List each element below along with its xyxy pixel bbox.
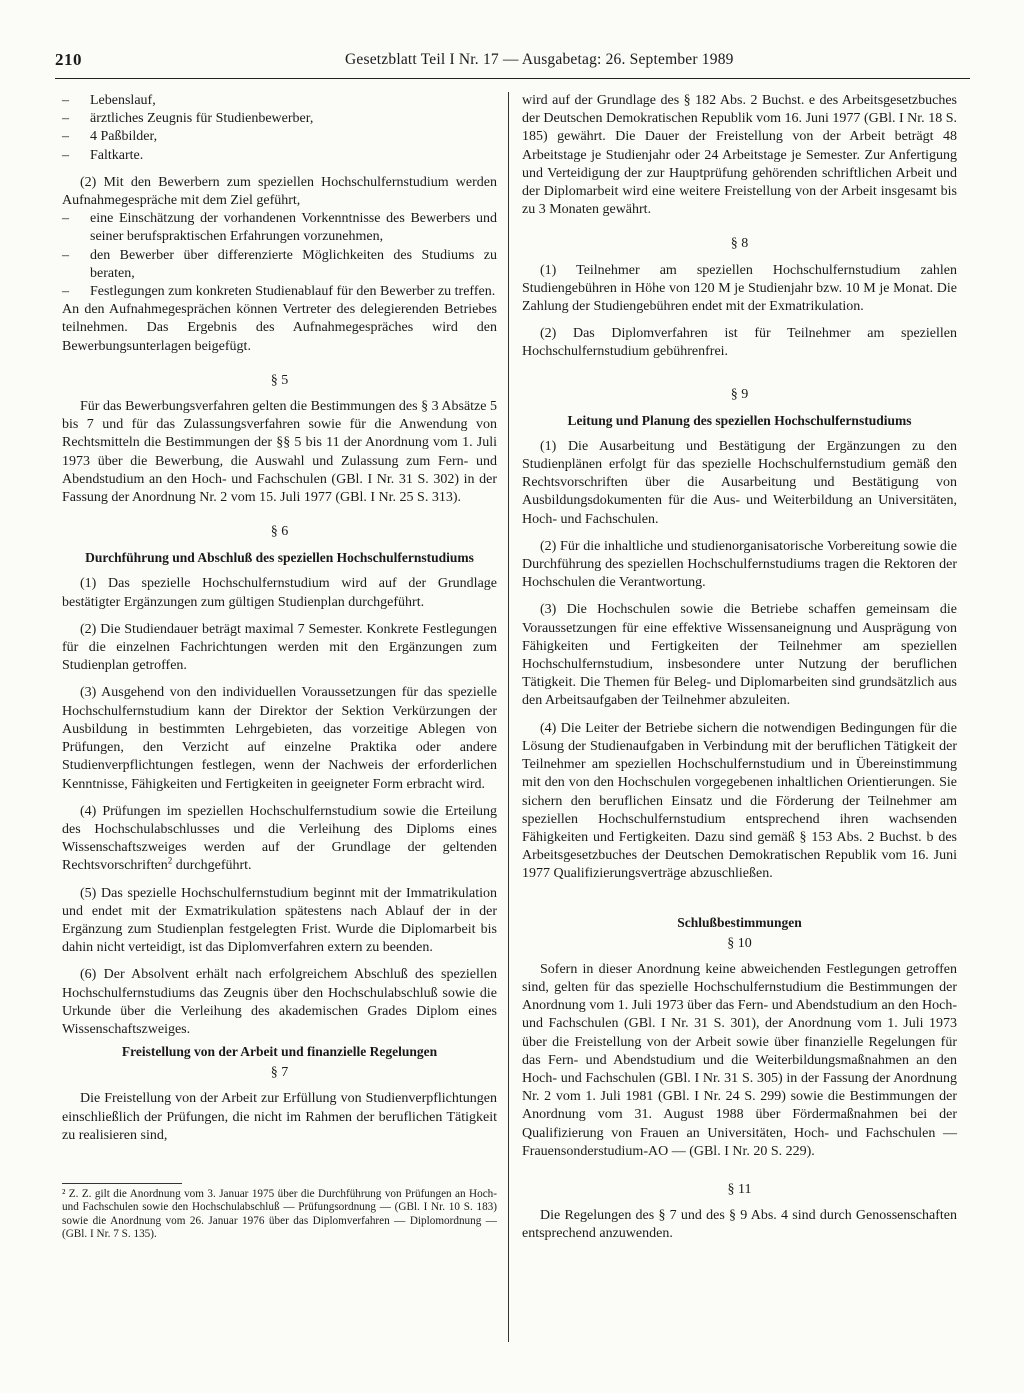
- section-6-paragraph-6: (6) Der Absolvent erhält nach erfolgreichem Abschluß des speziellen Hochschulfernstudiums das Zeugnis über den Hochschulabschluß sowie die Urkunde über die Verleihung des akademischen Grades Diplom eines Wissenschaftszweiges.: [62, 967, 497, 1037]
- section-number-6: § 6: [270, 524, 289, 540]
- header-rule: [55, 78, 970, 79]
- footnote-marker: 2: [167, 855, 173, 866]
- section-number-8: § 8: [730, 236, 749, 252]
- section-5-text: Für das Bewerbungsverfahren gelten die Bestimmungen des § 3 Absätze 5 bis 7 und für das Zulassungsverfahren sowie für die Anwendung von Rechtsmitteln die Bestimmungen der §§ 5 bis 11 der Anordnung vom 1. Juli 1973 über die Bewerbung, die Auswahl und Zulassung zum Fern- und Abendstudium an den Hoch- und Fachschulen (GBl. I Nr. 31 S. 302) in der Fassung der Anordnung Nr. 2 vom 15. Juli 1977 (GBl. I Nr. 25 S. 313).: [62, 399, 497, 506]
- section-8-paragraph-2: (2) Das Diplomverfahren ist für Teilnehmer am speziellen Hochschulfernstudium gebührenfrei.: [522, 326, 957, 360]
- page-header: [55, 50, 975, 74]
- heading-schlussbestimmungen: Schlußbestimmungen: [677, 914, 802, 930]
- list-item: – den Bewerber über differenzierte Möglichkeiten des Studiums zu beraten,: [62, 247, 497, 283]
- section-6-paragraph-2: (2) Die Studiendauer beträgt maximal 7 Semester. Konkrete Festlegungen für die einzelnen Fachrichtungen werden mit den Ergänzungen zum Studienplan getroffen.: [62, 621, 497, 674]
- section-11-text: Die Regelungen des § 7 und des § 9 Abs. 4 sind durch Genossenschaften entsprechend anzuwenden.: [522, 1208, 957, 1242]
- section-9-paragraph-2: (2) Für die inhaltliche und studienorganisatorische Vorbereitung sowie die Durchführung des speziellen Hochschulfernstudiums tragen die Rektoren der Hochschulen die Verantwortung.: [522, 538, 957, 591]
- section-number-9: § 9: [730, 386, 749, 402]
- left-column: [62, 92, 497, 1242]
- section-9-paragraph-1: (1) Die Ausarbeitung und Bestätigung der Ergänzungen zu den Studienplänen erfolgt für das spezielle Hochschulfernstudium gemäß den Rechtsvorschriften über die Ausarbeitung und Bestätigung von Ausbildungsdokumenten für die Aus- und Weiterbildung an Universitäten, Hoch- und Fachschulen.: [522, 438, 957, 527]
- section-number-11: § 11: [727, 1181, 752, 1197]
- section-8-paragraph-1: (1) Teilnehmer am speziellen Hochschulfernstudium zahlen Studiengebühren in Höhe von 120 M je Studienjahr bzw. 10 M je Monat. Die Zahlung der Studiengebühren endet mit der Exmatrikulation.: [522, 262, 957, 315]
- section-7-text-continued: wird auf der Grundlage des § 182 Abs. 2 Buchst. e des Arbeitsgesetzbuches der Deutschen Demokratischen Republik vom 16. Juni 1977 (GBl. I Nr. 18 S. 185) gewährt. Die Dauer der Freistellung von der Arbeit beträgt 48 Arbeitstage je Studienjahr oder 24 Arbeitstage je Semester. Zur Anfertigung und Verteidigung der zur Hauptprüfung gehörenden schriftlichen Arbeit und der Diplomarbeit wird eine weitere Freistellung von der Arbeit insgesamt bis zu 3 Monaten gewährt.: [522, 93, 957, 218]
- section-9-paragraph-3: (3) Die Hochschulen sowie die Betriebe schaffen gemeinsam die Voraussetzungen für eine effektive Wissensaneignung und Ausprägung von Fähigkeiten und Fertigkeiten der Teilnehmer am speziellen Hochschulfernstudium, insbesondere unter Nutzung der beruflichen Tätigkeit. Die Themen für Beleg- und Diplomarbeiten sind grundsätzlich aus den Arbeitsaufgaben der Teilnehmer abzuleiten.: [522, 602, 957, 709]
- list-item: – Lebenslauf,: [62, 92, 497, 110]
- section-9-paragraph-4: (4) Die Leiter der Betriebe sichern die notwendigen Bedingungen für die Lösung der Studienaufgaben in Verbindung mit der beruflichen Tätigkeit der Teilnehmer am speziellen Hochschulfernstudium und in Übereinstimmung mit den von den Hochschulen vorgegebenen inhaltlichen Orientierungen. Sie sichern den beruflichen Einsatz und die Förderung der Teilnehmer am speziellen Hochschulfernstudium entsprechend ihren wachsenden Fähigkeiten und Fertigkeiten. Dazu sind gemäß § 153 Abs. 2 Buchst. b des Arbeitsgesetzbuches der Deutschen Demokratischen Republik vom 16. Juni 1977 Qualifizierungsverträge abzuschließen.: [522, 720, 957, 882]
- heading-freistellung: Freistellung von der Arbeit und finanzielle Regelungen: [121, 1044, 438, 1060]
- section-number-10: § 10: [727, 935, 752, 951]
- paragraph-aufnahmegespraeche: (2) Mit den Bewerbern zum speziellen Hochschulfernstudium werden Aufnahmegespräche mit dem Ziel geführt,: [62, 174, 497, 209]
- section-number-5: § 5: [270, 372, 289, 388]
- footnote: ² Z. Z. gilt die Anordnung vom 3. Januar 1975 über die Durchführung von Prüfungen an Hoch- und Fachschulen sowie den Hochschulabschluß — Prüfungsordnung — (GBl. I Nr. 10 S. 183) sowie die Anordnung vom 26. Januar 1976 über das Diplomverfahren — Diplomordnung — (GBl. I Nr. 7 S. 135).: [62, 1187, 497, 1241]
- section-6-heading: Durchführung und Abschluß des speziellen Hochschulfernstudiums: [85, 550, 474, 566]
- section-9-heading: Leitung und Planung des speziellen Hochschulfernstudiums: [567, 412, 912, 428]
- section-6-paragraph-5: (5) Das spezielle Hochschulfernstudium beginnt mit der Immatrikulation und endet mit der Exmatrikulation spätestens nach Ablauf der in der Ergänzung zum Studienplan festgelegten Frist. Wurde die Diplomarbeit bis dahin nicht verteidigt, ist das Diplomverfahren extern zu beenden.: [62, 885, 497, 956]
- section-10-text: Sofern in dieser Anordnung keine abweichenden Festlegungen getroffen sind, gelten für das spezielle Hochschulfernstudium die Bestimmungen der Anordnung vom 1. Juli 1973 über das Fern- und Abendstudium an den Hoch- und Fachschulen (GBl. I Nr. 31 S. 301), der Anordnung vom 1. Juli 1973 über die Freistellung von der Arbeit sowie über finanzielle Regelungen für das Fern- und Abendstudium und die Weiterbildungsmaßnahmen an den Hoch- und Fachschulen (GBl. I Nr. 31 S. 305) in der Fassung der Anordnung Nr. 2 vom 1. Juli 1981 (GBl. I Nr. 24 S. 299) sowie die Bestimmungen der Anordnung vom 31. August 1988 über Fördermaßnahmen bei der Qualifizierung von Frauen an Universitäten, Hoch- und Fachschulen — Frauensonderstudium-AO — (GBl. I Nr. 20 S. 229).: [522, 961, 957, 1159]
- column-divider: [508, 92, 509, 1342]
- list-item: – eine Einschätzung der vorhandenen Vorkenntnisse des Bewerbers und seiner berufspraktischen Erfahrungen vorzunehmen,: [62, 210, 497, 246]
- footnote-rule: [62, 1183, 182, 1184]
- page-number: 210: [55, 50, 82, 69]
- list-item: – Festlegungen zum konkreten Studienablauf für den Bewerber zu treffen.: [62, 283, 497, 301]
- list-item: – Faltkarte.: [62, 147, 497, 165]
- section-number-7: § 7: [270, 1065, 289, 1081]
- running-title: Gesetzblatt Teil I Nr. 17 — Ausgabetag: 26. September 1989: [345, 51, 734, 68]
- section-6-paragraph-1: (1) Das spezielle Hochschulfernstudium wird auf der Grundlage bestätigter Ergänzungen zum gültigen Studienplan durchgeführt.: [62, 576, 497, 610]
- section-6-paragraph-3: (3) Ausgehend von den individuellen Voraussetzungen für das spezielle Hochschulfernstudium kann der Direktor der Sektion Verkürzungen der Ausbildung in bestimmten Lehrgebieten, das vorzeitige Ablegen von Prüfungen, den Verzicht auf einzelne Praktika oder andere Studienverpflichtungen festlegen, wenn der Nachweis der erforderlichen Kenntnisse, Fähigkeiten und Fertigkeiten in geeigneter Form erbracht wird.: [62, 685, 497, 792]
- list-item: – 4 Paßbilder,: [62, 128, 497, 146]
- right-column: [522, 92, 957, 1244]
- list-item: – ärztliches Zeugnis für Studienbewerber,: [62, 110, 497, 128]
- paragraph-delegierende-betriebe: An den Aufnahmegesprächen können Vertreter des delegierenden Betriebes teilnehmen. Das Ergebnis des Aufnahmegespräches wird den Bewerbungsunterlagen beigefügt.: [62, 302, 497, 354]
- section-6-paragraph-4: (4) Prüfungen im speziellen Hochschulfernstudium sowie die Erteilung des Hochschulabschlusses und die Verleihung des Diploms eines Wissenschaftszweiges werden auf der Grundlage der geltenden Rechtsvorschriften$^2$ durchgeführt.: [62, 803, 497, 874]
- section-7-text-start: Die Freistellung von der Arbeit zur Erfüllung von Studienverpflichtungen einschließlich der Prüfungen, die nicht im Rahmen der beruflichen Tätigkeit zu realisieren sind,: [62, 1091, 497, 1143]
